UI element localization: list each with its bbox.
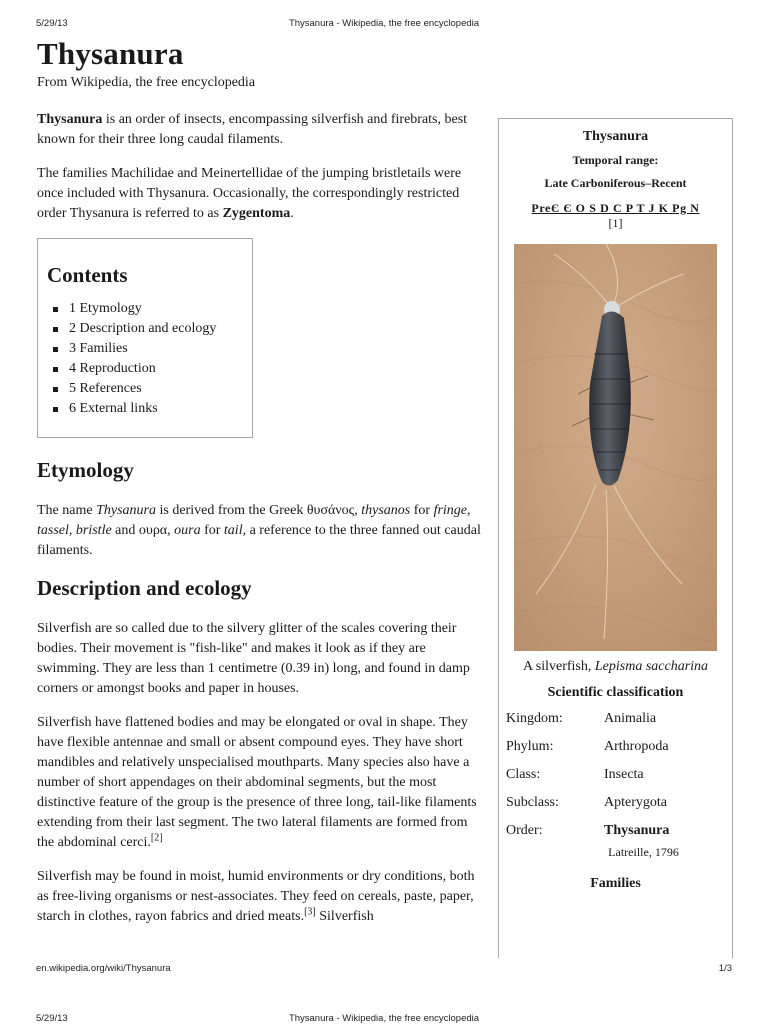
description-paragraph-2 (37, 713, 483, 853)
rank-label: Class: (506, 767, 541, 782)
toc-item-etymology[interactable]: 1 Etymology (69, 299, 244, 319)
print-date: 5/29/13 (36, 1013, 68, 1024)
intro-paragraph-2 (37, 164, 483, 224)
reference-link-3[interactable]: [3] (304, 906, 316, 918)
rank-label: Kingdom: (506, 711, 563, 726)
rank-label: Subclass: (506, 795, 559, 810)
silverfish-photo[interactable] (514, 244, 717, 651)
etym-text: and ουρα, (111, 523, 175, 538)
print-doc-title: Thysanura - Wikipedia, the free encyclopedia (288, 18, 480, 29)
print-footer (36, 963, 732, 977)
toc-item-external-links[interactable]: 6 External links (69, 399, 244, 419)
etym-text: for (200, 523, 224, 538)
etymology-paragraph (37, 501, 483, 561)
page-number: 1/3 (718, 963, 732, 974)
caption-text: A silverfish, (522, 659, 595, 674)
desc-text: Silverfish (315, 909, 374, 924)
rank-value-order: Thysanura (604, 823, 670, 838)
table-row (499, 793, 732, 821)
temporal-range: Late Carboniferous–Recent (544, 176, 687, 190)
classification-table (499, 709, 732, 849)
toc-item-references[interactable]: 5 References (69, 379, 244, 399)
etym-text: The name (37, 503, 97, 518)
etym-italic-oura: oura (174, 523, 201, 538)
description-paragraph-3 (37, 867, 483, 927)
zygentoma-term: Zygentoma (222, 206, 291, 221)
table-row (499, 765, 732, 793)
caption-species[interactable]: Lepisma saccharina (594, 659, 709, 674)
toc-list (47, 299, 244, 419)
etym-italic-thysanura: Thysanura (96, 503, 156, 518)
reference-link-2[interactable]: [2] (150, 832, 163, 844)
taxobox (498, 118, 733, 958)
rank-value[interactable]: Insecta (604, 767, 644, 782)
rank-value[interactable]: Apterygota (604, 795, 667, 810)
families-heading: Families (590, 876, 641, 891)
geologic-timeline[interactable]: PreЄ Є O S D C P T J K Pg N (531, 201, 700, 215)
toc-item-description[interactable]: 2 Description and ecology (69, 319, 244, 339)
print-date: 5/29/13 (36, 18, 68, 29)
rank-value[interactable]: Arthropoda (604, 739, 669, 754)
intro-paragraph-1 (37, 110, 483, 150)
etym-italic-tail: tail (223, 523, 243, 538)
table-row (499, 709, 732, 737)
timeline-reference[interactable]: [1] (608, 216, 623, 230)
table-of-contents (37, 238, 253, 438)
desc-text: Silverfish have flattened bodies and may be elongated or oval in shape. They have flexible antennae and small or absent compound eyes. They have short mandibles and relatively unspecialised mouthparts. Many species also have a number of short appendages on their abdominal segments, but the most distinctive feature of the group is the presence of three long, tail-like filaments extending from their last segment. The two lateral filaments are formed from the abdominal cerci. (37, 715, 477, 850)
etym-text: for (410, 503, 434, 518)
rank-label: Order: (506, 823, 543, 838)
toc-heading: Contents (47, 263, 128, 287)
page-url: en.wikipedia.org/wiki/Thysanura (36, 963, 171, 974)
intro-text: is an order of insects, encompassing silverfish and firebrats, best known for their three long caudal filaments. (37, 112, 468, 147)
description-heading: Description and ecology (37, 576, 252, 600)
intro-text-2-end: . (290, 206, 294, 221)
article-body (37, 110, 483, 941)
intro-text-2: The families Machilidae and Meinertellidae of the jumping bristletails were once included with Thysanura. Occasionally, the correspondingly restricted order Thysanura is referred to as (37, 166, 462, 221)
etym-italic-fringe: fringe, tassel, bristle (37, 503, 471, 538)
table-row (499, 737, 732, 765)
etym-text: is derived from the Greek θυσάνος, (156, 503, 362, 518)
print-doc-title: Thysanura - Wikipedia, the free encyclopedia (288, 1013, 480, 1024)
temporal-range-label: Temporal range: (572, 153, 659, 167)
image-caption (499, 659, 732, 675)
scientific-classification-heading: Scientific classification (547, 685, 684, 700)
toc-item-reproduction[interactable]: 4 Reproduction (69, 359, 244, 379)
tagline: From Wikipedia, the free encyclopedia (37, 75, 256, 90)
rank-value[interactable]: Animalia (604, 711, 657, 726)
silverfish-illustration (514, 244, 717, 651)
rank-label: Phylum: (506, 739, 554, 754)
page-title: Thysanura (37, 36, 184, 71)
etymology-heading: Etymology (37, 458, 134, 482)
intro-bold-term: Thysanura (37, 112, 103, 127)
description-paragraph-1: Silverfish are so called due to the silvery glitter of the scales covering their bodies. Their movement is "fish-like" and makes it look as if they are swimming. They are less than 1 centimetre (0.39 in) long, and found in damp corners or amongst books and paper in houses. (37, 621, 470, 696)
desc-text: Silverfish may be found in moist, humid environments or dry conditions, both as free-living organisms or nest-associates. They feed on cereals, paste, paper, starch in clothes, rayon fabrics and dried meats. (37, 869, 475, 924)
toc-item-families[interactable]: 3 Families (69, 339, 244, 359)
taxobox-title: Thysanura (582, 129, 649, 144)
etym-italic-thysanos: thysanos (361, 503, 411, 518)
taxon-authority: Latreille, 1796 (608, 845, 679, 859)
etym-text: , a reference to the three fanned out caudal filaments. (37, 523, 481, 558)
next-page-header (36, 1013, 732, 1024)
